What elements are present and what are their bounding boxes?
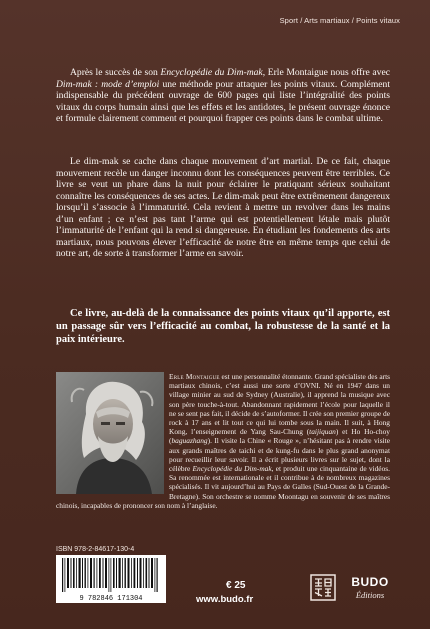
photo-spacer <box>56 372 169 496</box>
dimmak-paragraph: Le dim-mak se cache dans chaque mouvement d’art martial. De ce fait, chaque mouvement recèle un danger inconnu dont les conséquences peuvent être terribles. Ce livre se veut un phare dans la nuit pour éclairer le pratiquant sérieux souhaitant connaître les conséquences de ses actes. Le dim-mak peut être extrêmement dangereux lorsqu’il s’associe à l’immaturité. Cela revient à mettre un revolver dans les mains d’un enfant ; ce n’est pas tant l’arme qui est potentiellement létale mais plutôt l’immaturité de l’enfant qui la rend si dangereuse. En étudiant les fondements des arts martiaux, nous pouvons élever l’efficacité de notre être en même temps que celui de notre art, de sorte à transformer l’arme en savoir. <box>56 156 390 259</box>
barcode-icon <box>56 555 166 595</box>
intro-text-2: , Erle Montaigue nous offre avec <box>262 67 390 78</box>
intro-paragraph <box>56 67 390 125</box>
bio-term-taijiquan: taijiquan <box>309 427 336 437</box>
publisher-subtitle: Éditions <box>355 590 385 600</box>
publisher-logo <box>344 575 396 600</box>
bio-text-4: , et produit une cinquantaine de vidéos. Sa renommée est internationale et il contribue à de nombreux magazines spécialisés. Il vit aujourd’hui au Pays de Galles (Sud-Ouest de la Grande-Bretagne). Son orchestre se nomme Moontagu en souvenir de ses maîtres chinois, incapables de prononcer son nom à l’anglaise. <box>56 464 390 510</box>
price: € 25 <box>226 580 246 591</box>
bio-text-1: est une personnalité étonnante. Grand spécialiste des arts martiaux chinois, c’est aussi une sorte d’OVNI. Né en 1947 dans un village minier au sud de Sydney (Australie), il apprend la musique avec son père touche-à-tout. Abandonnant rapidement l’école pour laquelle il ne se sent pas fait, il décide de s’autoformer. Il crée son premier groupe de rock à 17 ans et lit tout ce qui lui tombe sous la main. Il suit, à Hong Kong, l’enseignement de Yang Sau-Chung ( <box>169 372 390 437</box>
intro-text-3: une méthode pour attaquer les points vitaux. Complément indispensable du précédent ouvrage de 600 pages qui liste l’intégralité des points vitaux du corps humain ainsi que les effets et les antidotes, le présent ouvrage énonce et formule clairement comment et pourquoi frapper ces points dans le combat ultime. <box>56 78 391 124</box>
bio-book-title: Encyclopédie du Dim-mak <box>192 464 272 474</box>
bio-text-3: ). Il visite la Chine « Rouge », n’hésitant pas à rendre visite aux grands maîtres de taichi et de kung-fu dans le plus grand anonymat pour recueillir leur savoir. Il a écrit plusieurs livres sur le sujet, dont la célèbre <box>169 436 390 474</box>
bio-term-baguazhang: baguazhang <box>171 436 208 446</box>
barcode-digits: 9 782846 171304 <box>56 595 166 603</box>
isbn-label: ISBN 978-2-84617-130-4 <box>56 546 135 553</box>
book-title-mode-emploi: Dim-mak : mode d’emploi <box>56 78 160 90</box>
author-bio <box>56 372 390 510</box>
chinese-seal-icon <box>310 574 336 601</box>
category-label: Sport / Arts martiaux / Points vitaux <box>279 16 400 25</box>
author-name: Erle Montaigue <box>169 372 220 381</box>
lead-statement: Ce livre, au-delà de la connaissance des points vitaux qu’il apporte, est un passage sûr vers l’efficacité au combat, la robustesse de la santé et la paix intérieure. <box>56 308 390 345</box>
book-title-encyclopedie: Encyclopédie du Dim-mak <box>160 67 263 78</box>
publisher-name: BUDO <box>351 575 389 589</box>
intro-text-1: Après le succès de son <box>70 67 161 78</box>
bio-text-2: ) et Ho Ho-choy ( <box>169 427 390 446</box>
website-url: www.budo.fr <box>196 594 254 605</box>
